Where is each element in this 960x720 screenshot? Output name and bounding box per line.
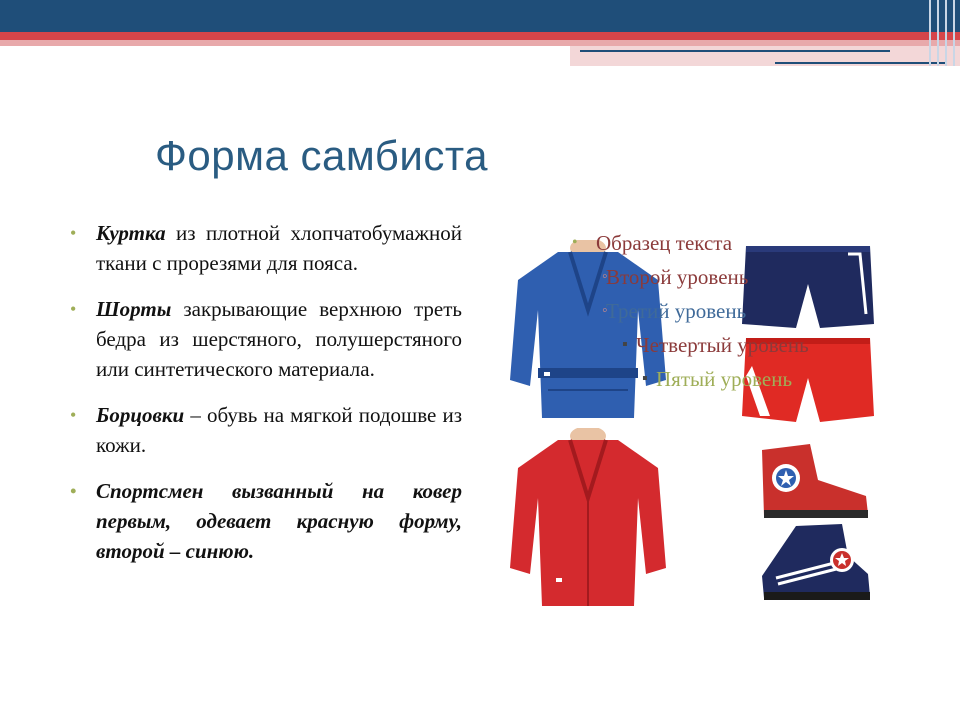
- placeholder-text: [572, 226, 809, 396]
- placeholder-level-4: ▪ Четвертый уровень: [596, 328, 809, 362]
- item-text: из плотной хлопчатобумажной ткани с прорезями для пояса.: [96, 221, 462, 275]
- red-wrestling-shoe-image: [756, 440, 874, 522]
- item-text: Спортсмен вызванный на ковер первым, одевает красную форму, второй – синюю.: [96, 479, 462, 563]
- item-term: Куртка: [96, 221, 166, 245]
- item-term: Шорты: [96, 297, 172, 321]
- header-bar: [0, 0, 960, 32]
- bullet-icon: ◦: [602, 302, 608, 319]
- bullet-icon: •: [70, 299, 77, 319]
- bullet-icon: ▪: [622, 336, 628, 353]
- blue-wrestling-shoe-image: [756, 520, 874, 606]
- header-stripe-red: [0, 32, 960, 40]
- red-jacket-image: [508, 428, 668, 608]
- placeholder-level-1: • Образец текста: [572, 226, 809, 260]
- bullet-icon: •: [70, 223, 77, 243]
- item-text: – обувь на мягкой подошве из кожи.: [96, 403, 462, 457]
- placeholder-level-3: ◦ Третий уровень: [572, 294, 809, 328]
- bullet-icon: •: [70, 405, 77, 425]
- header-vertical-lines: [925, 0, 960, 66]
- item-term: Борцовки: [96, 403, 185, 427]
- slide-body: [70, 218, 462, 582]
- list-item: [70, 218, 462, 278]
- bullet-icon: •: [572, 234, 578, 251]
- slide-title: Форма самбиста: [155, 132, 488, 179]
- list-item: [70, 294, 462, 384]
- header-line: [580, 50, 890, 52]
- bullet-icon: •: [70, 481, 77, 501]
- placeholder-level-2: ◦ Второй уровень: [572, 260, 809, 294]
- placeholder-level-5: ▪ Пятый уровень: [616, 362, 809, 396]
- list-item: [70, 400, 462, 460]
- bullet-icon: ◦: [602, 268, 608, 285]
- bullet-icon: ▪: [642, 370, 648, 387]
- list-item: [70, 476, 462, 566]
- item-text: закрывающие верхнюю треть бедра из шерстяного, полушерстяного или синтетического материала.: [96, 297, 462, 381]
- header-line: [775, 62, 945, 64]
